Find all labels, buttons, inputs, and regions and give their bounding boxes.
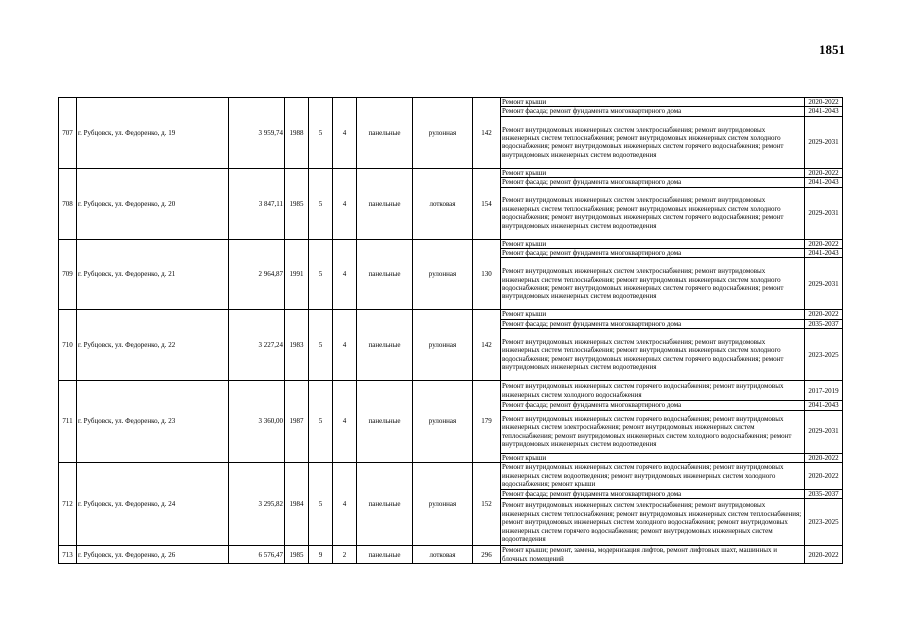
apartments-cell: 130: [473, 239, 501, 310]
work-period-cell: 2029-2031: [805, 258, 843, 310]
work-type-cell: Ремонт крыши: [501, 168, 805, 177]
entrances-cell: 4: [333, 310, 357, 381]
work-type-cell: Ремонт крыши: [501, 98, 805, 107]
work-period-cell: 2017-2019: [805, 381, 843, 401]
wall-material-cell: панельные: [357, 98, 413, 169]
work-type-cell: Ремонт внутридомовых инженерных систем электроснабжения; ремонт внутридомовых инженерных систем теплоснабжения; ремонт внутридомовых инженерных систем холодного водоснабжения; ремонт внутридомовых инженерных систем горячего водоснабжения; ремонт внутридомовых инженерных систем водоотведения: [501, 329, 805, 381]
work-type-cell: Ремонт крыши: [501, 239, 805, 248]
wall-material-cell: панельные: [357, 381, 413, 463]
table-row: [59, 239, 843, 248]
entrances-cell: 2: [333, 546, 357, 564]
work-period-cell: 2029-2031: [805, 116, 843, 168]
floors-cell: 5: [309, 239, 333, 310]
table-row: [59, 546, 843, 564]
apartments-cell: 154: [473, 168, 501, 239]
entrances-cell: 4: [333, 381, 357, 463]
floors-cell: 5: [309, 98, 333, 169]
wall-material-cell: панельные: [357, 310, 413, 381]
floors-cell: 5: [309, 168, 333, 239]
work-period-cell: 2041-2043: [805, 401, 843, 410]
area-cell: 3 360,00: [229, 381, 285, 463]
work-type-cell: Ремонт внутридомовых инженерных систем горячего водоснабжения; ремонт внутридомовых инженерных систем холодного водоснабжения: [501, 381, 805, 401]
page-number: 1851: [819, 42, 845, 57]
roof-type-cell: рулонная: [413, 310, 473, 381]
address-cell: г. Рубцовск, ул. Федоренко, д. 21: [77, 239, 229, 310]
wall-material-cell: панельные: [357, 463, 413, 546]
work-type-cell: Ремонт крыши: [501, 453, 805, 462]
roof-type-cell: лотковая: [413, 168, 473, 239]
roof-type-cell: лотковая: [413, 546, 473, 564]
work-type-cell: Ремонт внутридомовых инженерных систем горячего водоснабжения; ремонт внутридомовых инженерных систем водоотведения; ремонт внутридомовых инженерных систем холодного водоснабжения; ремонт крыши: [501, 463, 805, 490]
address-cell: г. Рубцовск, ул. Федоренко, д. 23: [77, 381, 229, 463]
work-period-cell: 2041-2043: [805, 107, 843, 116]
work-period-cell: 2041-2043: [805, 178, 843, 187]
build-year-cell: 1984: [285, 463, 309, 546]
work-type-cell: Ремонт крыши; ремонт, замена, модернизация лифтов, ремонт лифтовых шахт, машинных и блочных помещений: [501, 546, 805, 564]
row-number-cell: 708: [59, 168, 77, 239]
area-cell: 6 576,47: [229, 546, 285, 564]
work-type-cell: Ремонт крыши: [501, 310, 805, 319]
work-period-cell: 2035-2037: [805, 319, 843, 328]
table-row: [59, 168, 843, 177]
work-period-cell: 2020-2022: [805, 546, 843, 564]
address-cell: г. Рубцовск, ул. Федоренко, д. 24: [77, 463, 229, 546]
row-number-cell: 710: [59, 310, 77, 381]
apartments-cell: 142: [473, 98, 501, 169]
work-period-cell: 2029-2031: [805, 187, 843, 239]
work-type-cell: Ремонт внутридомовых инженерных систем электроснабжения; ремонт внутридомовых инженерных систем теплоснабжения; ремонт внутридомовых инженерных систем холодного водоснабжения; ремонт внутридомовых инженерных систем горячего водоснабжения; ремонт внутридомовых инженерных систем водоотведения: [501, 187, 805, 239]
work-type-cell: Ремонт фасада; ремонт фундамента многоквартирного дома: [501, 490, 805, 499]
work-type-cell: Ремонт внутридомовых инженерных систем электроснабжения; ремонт внутридомовых инженерных систем теплоснабжения; ремонт внутридомовых инженерных систем холодного водоснабжения; ремонт внутридомовых инженерных систем горячего водоснабжения; ремонт внутридомовых инженерных систем водоотведения: [501, 258, 805, 310]
work-type-cell: Ремонт фасада; ремонт фундамента многоквартирного дома: [501, 249, 805, 258]
area-cell: 3 295,82: [229, 463, 285, 546]
roof-type-cell: рулонная: [413, 98, 473, 169]
work-period-cell: 2041-2043: [805, 249, 843, 258]
work-period-cell: 2035-2037: [805, 490, 843, 499]
row-number-cell: 709: [59, 239, 77, 310]
row-number-cell: 707: [59, 98, 77, 169]
table-body: [59, 98, 843, 564]
work-period-cell: 2029-2031: [805, 410, 843, 453]
apartments-cell: 152: [473, 463, 501, 546]
work-period-cell: 2020-2022: [805, 310, 843, 319]
capital-repair-table: [58, 97, 843, 564]
build-year-cell: 1983: [285, 310, 309, 381]
entrances-cell: 4: [333, 239, 357, 310]
roof-type-cell: рулонная: [413, 381, 473, 463]
entrances-cell: 4: [333, 98, 357, 169]
address-cell: г. Рубцовск, ул. Федоренко, д. 26: [77, 546, 229, 564]
build-year-cell: 1985: [285, 168, 309, 239]
work-period-cell: 2020-2022: [805, 168, 843, 177]
work-period-cell: 2020-2022: [805, 463, 843, 490]
row-number-cell: 711: [59, 381, 77, 463]
build-year-cell: 1991: [285, 239, 309, 310]
work-period-cell: 2023-2025: [805, 329, 843, 381]
address-cell: г. Рубцовск, ул. Федоренко, д. 22: [77, 310, 229, 381]
wall-material-cell: панельные: [357, 168, 413, 239]
work-type-cell: Ремонт внутридомовых инженерных систем электроснабжения; ремонт внутридомовых инженерных систем теплоснабжения; ремонт внутридомовых инженерных систем теплоснабжения; ремонт внутридомовых инженерных систем холодного водоснабжения; ремонт внутридомовых инженерных систем горячего водоснабжения; ремонт внутридомовых инженерных систем водоотведения: [501, 499, 805, 546]
entrances-cell: 4: [333, 168, 357, 239]
address-cell: г. Рубцовск, ул. Федоренко, д. 19: [77, 98, 229, 169]
floors-cell: 9: [309, 546, 333, 564]
row-number-cell: 712: [59, 463, 77, 546]
roof-type-cell: рулонная: [413, 239, 473, 310]
area-cell: 3 959,74: [229, 98, 285, 169]
floors-cell: 5: [309, 310, 333, 381]
build-year-cell: 1985: [285, 546, 309, 564]
area-cell: 3 847,11: [229, 168, 285, 239]
apartments-cell: 179: [473, 381, 501, 463]
build-year-cell: 1987: [285, 381, 309, 463]
apartments-cell: 142: [473, 310, 501, 381]
floors-cell: 5: [309, 463, 333, 546]
wall-material-cell: панельные: [357, 239, 413, 310]
build-year-cell: 1988: [285, 98, 309, 169]
table-row: [59, 310, 843, 319]
row-number-cell: 713: [59, 546, 77, 564]
work-period-cell: 2020-2022: [805, 239, 843, 248]
roof-type-cell: рулонная: [413, 463, 473, 546]
table-row: [59, 381, 843, 401]
area-cell: 2 964,87: [229, 239, 285, 310]
wall-material-cell: панельные: [357, 546, 413, 564]
work-type-cell: Ремонт внутридомовых инженерных систем электроснабжения; ремонт внутридомовых инженерных систем теплоснабжения; ремонт внутридомовых инженерных систем холодного водоснабжения; ремонт внутридомовых инженерных систем горячего водоснабжения; ремонт внутридомовых инженерных систем водоотведения: [501, 116, 805, 168]
area-cell: 3 227,24: [229, 310, 285, 381]
apartments-cell: 296: [473, 546, 501, 564]
entrances-cell: 4: [333, 463, 357, 546]
work-period-cell: 2020-2022: [805, 453, 843, 462]
floors-cell: 5: [309, 381, 333, 463]
work-type-cell: Ремонт фасада; ремонт фундамента многоквартирного дома: [501, 401, 805, 410]
work-period-cell: 2020-2022: [805, 98, 843, 107]
table-row: [59, 463, 843, 490]
work-type-cell: Ремонт фасада; ремонт фундамента многоквартирного дома: [501, 319, 805, 328]
work-type-cell: Ремонт внутридомовых инженерных систем горячего водоснабжения; ремонт внутридомовых инженерных систем электроснабжения; ремонт внутридомовых инженерных систем теплоснабжения; ремонт внутридомовых инженерных систем холодного водоснабжения; ремонт внутридомовых инженерных систем водоотведения: [501, 410, 805, 453]
work-type-cell: Ремонт фасада; ремонт фундамента многоквартирного дома: [501, 178, 805, 187]
work-type-cell: Ремонт фасада; ремонт фундамента многоквартирного дома: [501, 107, 805, 116]
address-cell: г. Рубцовск, ул. Федоренко, д. 20: [77, 168, 229, 239]
table-row: [59, 98, 843, 107]
work-period-cell: 2023-2025: [805, 499, 843, 546]
